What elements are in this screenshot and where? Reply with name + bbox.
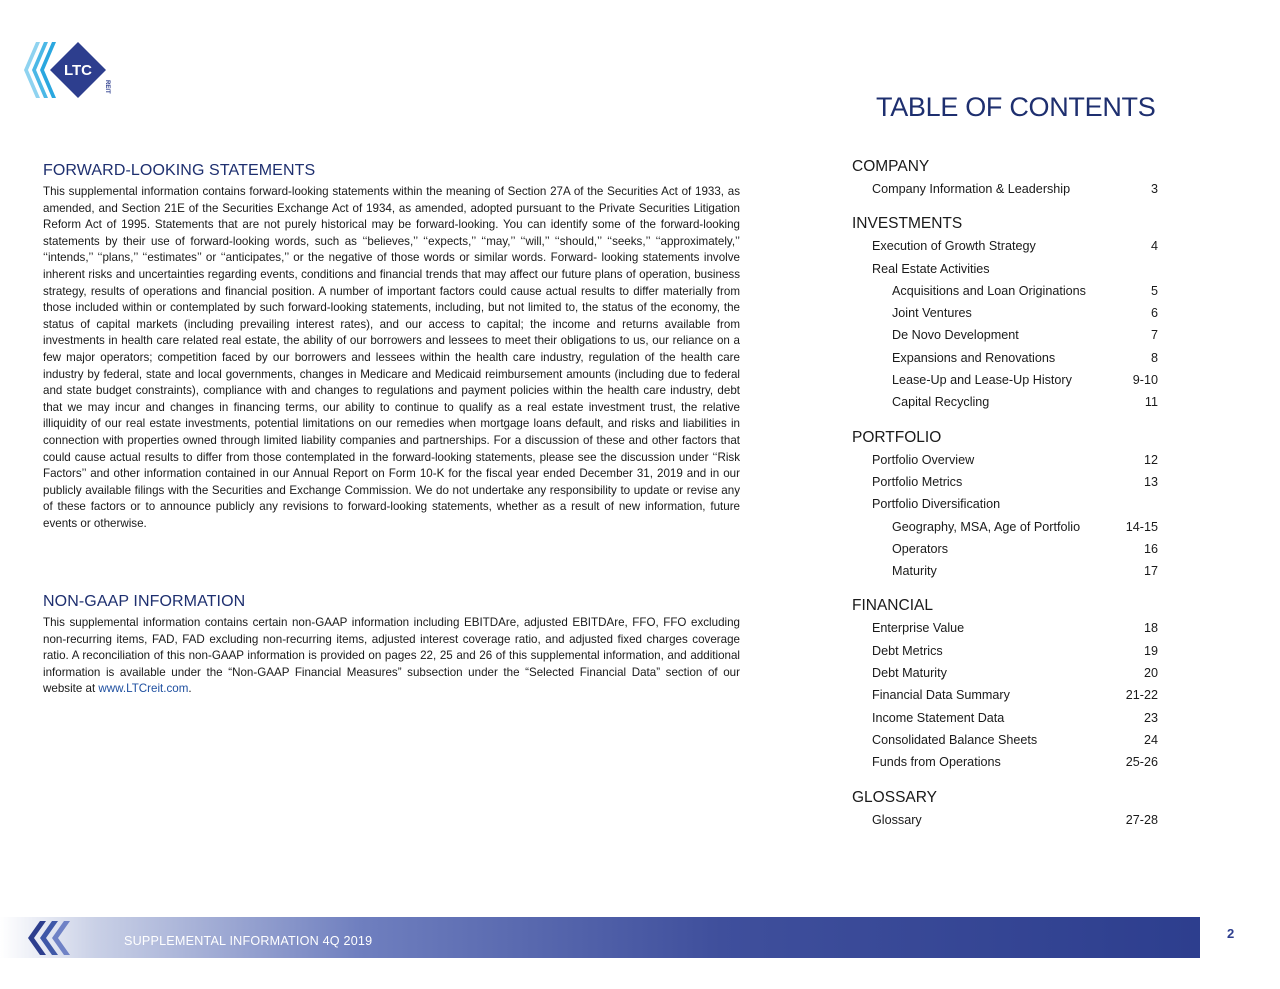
toc-item-page: 25-26 (1125, 755, 1158, 770)
toc-item[interactable] (852, 471, 1158, 493)
non-gaap-body (43, 615, 740, 698)
toc-item-label: Joint Ventures (892, 306, 972, 321)
toc-heading-investments: INVESTMENTS (852, 215, 963, 233)
toc-item[interactable] (852, 729, 1158, 751)
toc-item[interactable] (852, 707, 1158, 729)
toc-item-page: 5 (1150, 283, 1158, 298)
toc-item-page: 18 (1143, 621, 1158, 636)
page-title: TABLE OF CONTENTS (876, 92, 1156, 122)
logo-subtext: REIT (104, 80, 110, 94)
toc-heading-portfolio: PORTFOLIO (852, 428, 942, 446)
chevron-left-icon (26, 921, 96, 955)
toc-item-page: 16 (1143, 541, 1158, 556)
non-gaap-section (43, 593, 740, 698)
toc-item-label: Maturity (892, 564, 937, 579)
toc-item-page: 19 (1143, 643, 1158, 658)
toc-item-label: Financial Data Summary (872, 688, 1010, 703)
toc-item-label: Debt Maturity (872, 666, 947, 681)
logo-text: LTC (63, 62, 93, 79)
toc-item-label: Lease-Up and Lease-Up History (892, 373, 1072, 388)
toc-subitem[interactable] (852, 538, 1158, 560)
toc-item-page: 8 (1150, 350, 1158, 365)
page-number: 2 (1227, 926, 1235, 941)
non-gaap-end: . (188, 682, 192, 696)
toc-item[interactable] (852, 662, 1158, 684)
toc-item[interactable] (852, 178, 1158, 200)
toc-item-label: Glossary (872, 812, 922, 827)
toc-item-page: 14-15 (1125, 519, 1158, 534)
toc-item-label: Funds from Operations (872, 755, 1001, 770)
non-gaap-heading: NON-GAAP INFORMATION (43, 593, 246, 610)
toc-item-label: De Novo Development (892, 328, 1019, 343)
footer-bar (0, 917, 1200, 958)
table-of-contents (852, 156, 1158, 831)
toc-item-page: 4 (1150, 239, 1158, 254)
toc-subitem[interactable] (852, 280, 1158, 302)
toc-item[interactable] (852, 235, 1158, 257)
toc-item-label: Execution of Growth Strategy (872, 239, 1036, 254)
toc-heading-financial: FINANCIAL (852, 597, 933, 615)
toc-item-label: Company Information & Leadership (872, 182, 1071, 196)
toc-subitem[interactable] (852, 560, 1158, 582)
toc-item[interactable] (852, 640, 1158, 662)
toc-item-page: 27-28 (1125, 812, 1158, 827)
website-link[interactable]: www.LTCreit.com (98, 682, 189, 696)
toc-item-page: 20 (1143, 666, 1158, 681)
ltc-reit-logo (16, 40, 112, 100)
toc-item-label: Income Statement Data (872, 710, 1005, 725)
toc-item[interactable] (852, 617, 1158, 639)
toc-item[interactable] (852, 258, 1158, 280)
toc-item[interactable] (852, 809, 1158, 831)
toc-item-label: Capital Recycling (892, 395, 990, 410)
footer-label: SUPPLEMENTAL INFORMATION 4Q 2019 (124, 934, 373, 948)
toc-item[interactable] (852, 684, 1158, 706)
toc-item-label: Enterprise Value (872, 621, 965, 636)
toc-item-label: Debt Metrics (872, 643, 943, 658)
toc-subitem[interactable] (852, 324, 1158, 346)
toc-item-label: Operators (892, 541, 948, 556)
toc-item-page: 9-10 (1132, 373, 1158, 388)
toc-subitem[interactable] (852, 516, 1158, 538)
toc-item-page: 3 (1150, 182, 1158, 196)
toc-subitem[interactable] (852, 347, 1158, 369)
toc-item-page: 6 (1150, 306, 1158, 321)
toc-heading-glossary: GLOSSARY (852, 788, 938, 806)
toc-item[interactable] (852, 751, 1158, 773)
toc-subitem[interactable] (852, 369, 1158, 391)
toc-item-page: 12 (1143, 452, 1158, 467)
forward-looking-section (43, 162, 740, 532)
toc-item-page: 13 (1143, 474, 1158, 489)
toc-item-page: 17 (1143, 564, 1158, 579)
toc-item-label: Geography, MSA, Age of Portfolio (892, 519, 1081, 534)
toc-item[interactable] (852, 449, 1158, 471)
toc-item-page: 11 (1144, 395, 1158, 410)
toc-subitem[interactable] (852, 391, 1158, 413)
toc-item-page: 7 (1150, 328, 1158, 343)
toc-item-label: Portfolio Overview (872, 452, 975, 467)
toc-heading-company: COMPANY (852, 158, 930, 175)
toc-subitem[interactable] (852, 302, 1158, 324)
toc-item-page: 23 (1143, 710, 1158, 725)
forward-looking-heading: FORWARD-LOOKING STATEMENTS (43, 162, 316, 179)
forward-looking-body: This supplemental information contains forward-looking statements within the meaning of Section 27A of the Securities Act of 1933, as amended, and Section 21E of the Securities Exchange Act of 1934, as amended, adopted pursuant to the Private Securities Litigation Reform Act of 1995. Statements that are not purely historical may be forward-looking. You can identify some of the forward-looking statements by their use of forward-looking words, such as ‘‘believes,’’ ‘‘expects,’’ ‘‘may,’’ ‘‘will,’’ ‘‘should,’’ ‘‘seeks,’’ ‘‘approximately,’’ ‘‘intends,’’ ‘‘plans,’’ ‘‘estimates’’ or ‘‘anticipates,’’ or the negative of those words or similar words. Forward- looking statements involve inherent risks and uncertainties regarding events, conditions and financial trends that may affect our future plans of operation, business strategy, results of operations and financial position. A number of important factors could cause actual results to differ materially from those included within or contemplated by such forward-looking statements, including, but not limited to, the status of the economy, the status of capital markets (including prevailing interest rates), and our access to capital; the income and returns available from investments in health care related real estate, the ability of our borrowers and lessees to meet their obligations to us, our reliance on a few major operators; competition faced by our borrowers and lessees within the health care industry, regulation of the health care industry by federal, state and local governments, changes in Medicare and Medicaid reimbursement amounts (including due to federal and state budget constraints), compliance with and changes to regulations and payment policies within the health care industry, debt that we may incur and changes in financing terms, our ability to continue to qualify as a real estate investment trust, the relative illiquidity of our real estate investments, potential limitations on our remedies when mortgage loans default, and risks and liabilities in connection with properties owned through limited liability companies and partnerships. For a discussion of these and other factors that could cause actual results to differ from those contemplated in the forward-looking statements, please see the discussion under ‘‘Risk Factors’’ and other information contained in our Annual Report on Form 10-K for the fiscal year ended December 31, 2019 and in our publicly available filings with the Securities and Exchange Commission. We do not undertake any responsibility to update or revise any of these factors or to announce publicly any revisions to forward-looking statements, whether as a result of new information, future events or otherwise. (43, 185, 740, 530)
toc-item-label: Acquisitions and Loan Originations (892, 283, 1086, 298)
toc-item-page: 24 (1143, 732, 1158, 747)
toc-item-page: 21-22 (1125, 688, 1158, 703)
toc-item-label: Consolidated Balance Sheets (872, 732, 1038, 747)
toc-item-label: Portfolio Diversification (872, 497, 1001, 512)
toc-item-label: Real Estate Activities (872, 261, 990, 276)
toc-item[interactable] (852, 493, 1158, 515)
toc-item-label: Portfolio Metrics (872, 474, 963, 489)
toc-item-label: Expansions and Renovations (892, 350, 1056, 365)
non-gaap-text: This supplemental information contains certain non-GAAP information including EBITDAre, adjusted EBITDAre, FFO, FFO excluding non-recurring items, FAD, FAD excluding non-recurring items, adjusted interest coverage ratio, and adjusted fixed charges coverage ratio. A reconciliation of this non-GAAP information is provided on pages 22, 25 and 26 of this supplemental information, and additional information is available under the “Non-GAAP Financial Measures” subsection under the “Selected Financial Data” section of our website at (43, 616, 740, 696)
